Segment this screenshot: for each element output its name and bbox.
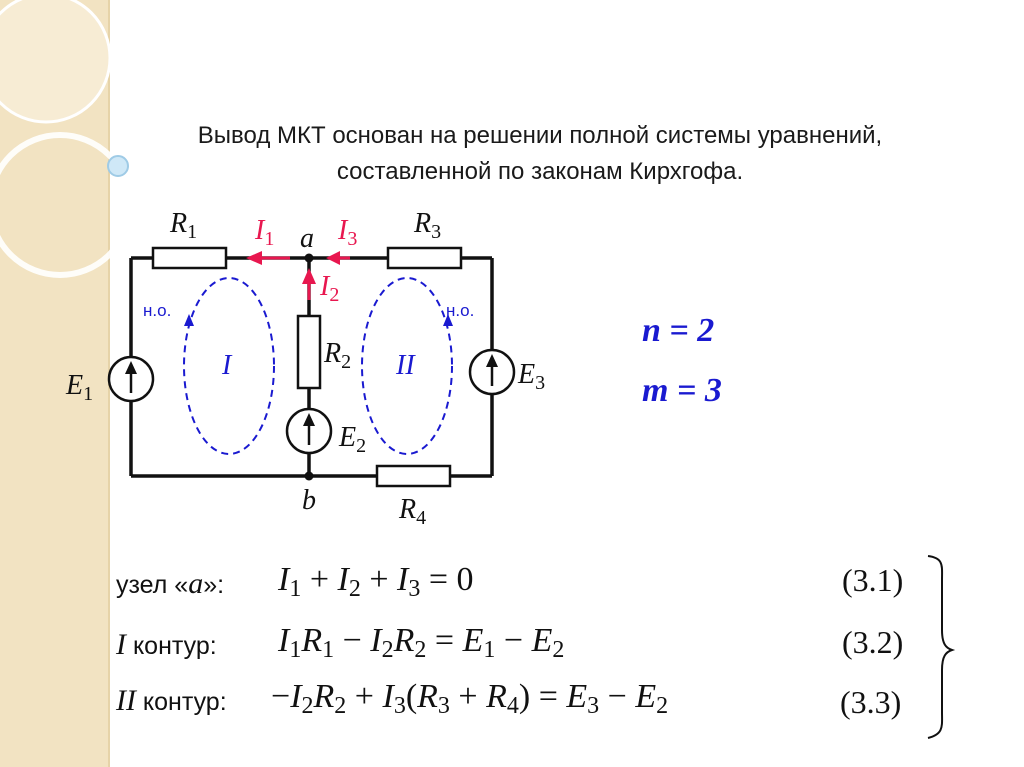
current-i3-arrow (326, 251, 350, 265)
system-brace (928, 556, 952, 738)
label-loop-2: II (396, 350, 415, 381)
label-node-a: a (300, 223, 314, 254)
source-e2 (287, 409, 331, 453)
source-e1 (109, 357, 153, 401)
label-loop-1: I (222, 350, 232, 381)
current-i2-arrow (302, 268, 316, 300)
equation-1-number: (3.1) (842, 562, 904, 598)
label-e1: $E_1$ (66, 370, 94, 405)
current-i1-arrow (246, 251, 290, 265)
param-n: n = 2 (642, 312, 715, 349)
label-i1: $I_1$ (255, 215, 275, 250)
equation-1-label: узел «a»: (116, 567, 225, 600)
label-e3: $E_3$ (518, 359, 546, 394)
slide-title (60, 118, 1020, 190)
label-r3: $R_3$ (414, 208, 442, 243)
param-m: m = 3 (642, 372, 722, 409)
equation-2-label: I контур: (116, 628, 217, 661)
source-e3 (470, 350, 514, 394)
label-r1: $R_1$ (170, 208, 198, 243)
resistor-r2 (298, 316, 320, 388)
node-a (305, 254, 314, 263)
label-e2: $E_2$ (339, 422, 367, 457)
equation-2: $I_1R_1 - I_2R_2 = E_1 - E_2$ (278, 622, 565, 663)
label-r2: $R_2$ (324, 338, 352, 373)
label-loop2-direction: н.о. (446, 301, 475, 320)
slide-title-line-2: составленной по законам Кирхгофа. (336, 158, 744, 185)
equation-3-number: (3.3) (840, 684, 902, 720)
resistor-r1 (153, 248, 226, 268)
label-loop1-direction: н.о. (143, 301, 172, 320)
equation-3-label: II контур: (116, 684, 227, 717)
resistor-r4 (377, 466, 450, 486)
label-node-b: b (302, 485, 316, 516)
label-i3: $I_3$ (338, 215, 358, 250)
label-i2: $I_2$ (320, 271, 340, 306)
equation-3: $-I_2R_2 + I_3(R_3 + R_4) = E_3 - E_2$ (271, 678, 669, 719)
slide-title-line-1: Вывод МКТ основан на решении полной системы уравнений, (197, 122, 883, 149)
node-b (305, 472, 314, 481)
equation-2-number: (3.2) (842, 624, 904, 660)
resistor-r3 (388, 248, 461, 268)
label-r4: $R_4$ (399, 494, 427, 529)
equation-1: $I_1 + I_2 + I_3 = 0$ (278, 561, 474, 602)
